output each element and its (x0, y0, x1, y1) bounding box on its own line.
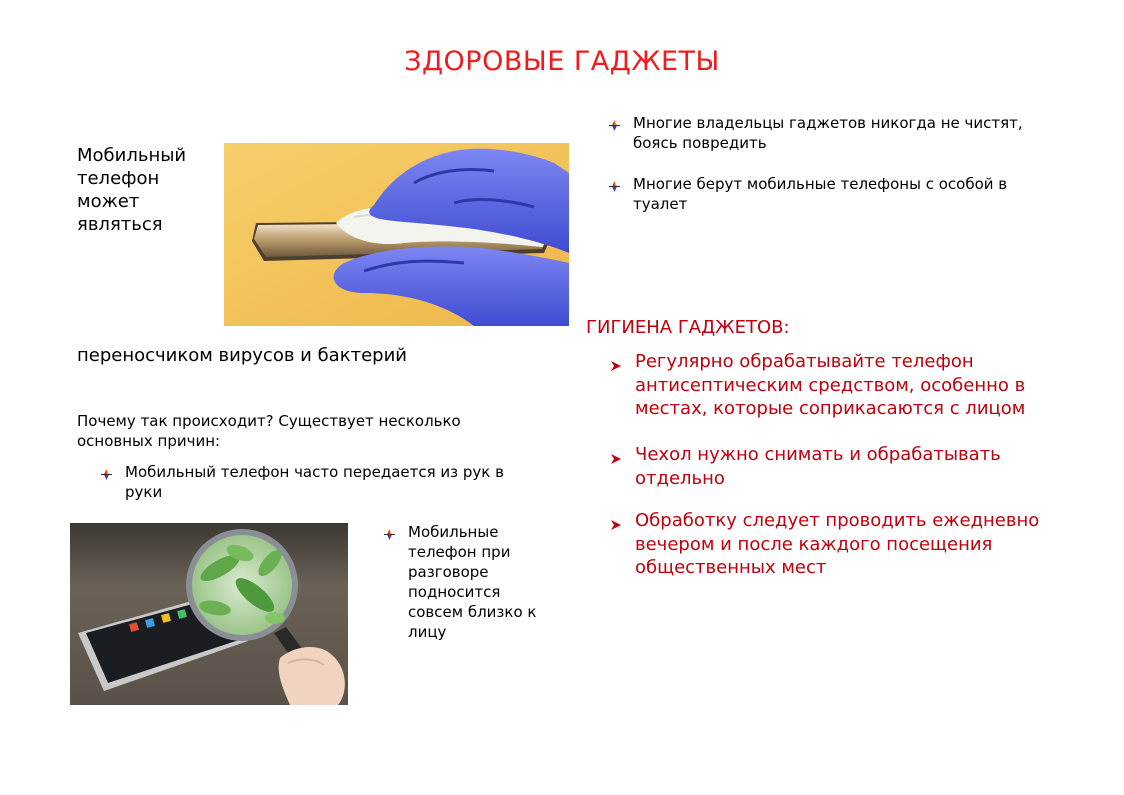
hygiene-item-2 (610, 443, 1050, 490)
reason-item-2 (384, 522, 544, 642)
phone-bacteria-magnifier-image (70, 523, 348, 705)
hygiene-item-text: Чехол нужно снимать и обрабатывать отдельно (635, 444, 1001, 489)
four-color-diamond-bullet-icon (101, 462, 125, 485)
arrow-bullet-icon (610, 350, 635, 379)
hygiene-item-text: Обработку следует проводить ежедневно вечером и после каждого посещения общественных мест (635, 510, 1040, 578)
phone-cleaning-image (224, 143, 569, 326)
hygiene-item-text: Регулярно обрабатывайте телефон антисептическим средством, особенно в местах, которые соприкасаются с лицом (635, 351, 1026, 419)
habit-item-text: Многие берут мобильные телефоны с особой в туалет (633, 175, 1008, 213)
habit-item-2 (609, 174, 1049, 214)
habit-item-text: Многие владельцы гаджетов никогда не чистят, боясь повредить (633, 114, 1023, 152)
habit-item-1 (609, 113, 1049, 153)
arrow-bullet-icon (610, 443, 635, 472)
hygiene-item-3 (610, 509, 1050, 580)
reasons-intro: Почему так происходит? Существует несколько основных причин: (77, 412, 461, 450)
reason-item-text: Мобильные телефон при разговоре подносится совсем близко к лицу (408, 523, 537, 641)
page-title: ЗДОРОВЫЕ ГАДЖЕТЫ (404, 46, 720, 77)
intro-text: Мобильный телефон может являться (77, 145, 187, 235)
hygiene-heading: ГИГИЕНА ГАДЖЕТОВ: (586, 317, 790, 338)
four-color-diamond-bullet-icon (384, 522, 408, 545)
four-color-diamond-bullet-icon (609, 174, 633, 197)
arrow-bullet-icon (610, 509, 635, 538)
four-color-diamond-bullet-icon (609, 113, 633, 136)
hygiene-item-1 (610, 350, 1050, 421)
reason-item-1 (101, 462, 541, 502)
reason-item-text: Мобильный телефон часто передается из рук в руки (125, 463, 504, 501)
carrier-text: переносчиком вирусов и бактерий (77, 345, 407, 366)
